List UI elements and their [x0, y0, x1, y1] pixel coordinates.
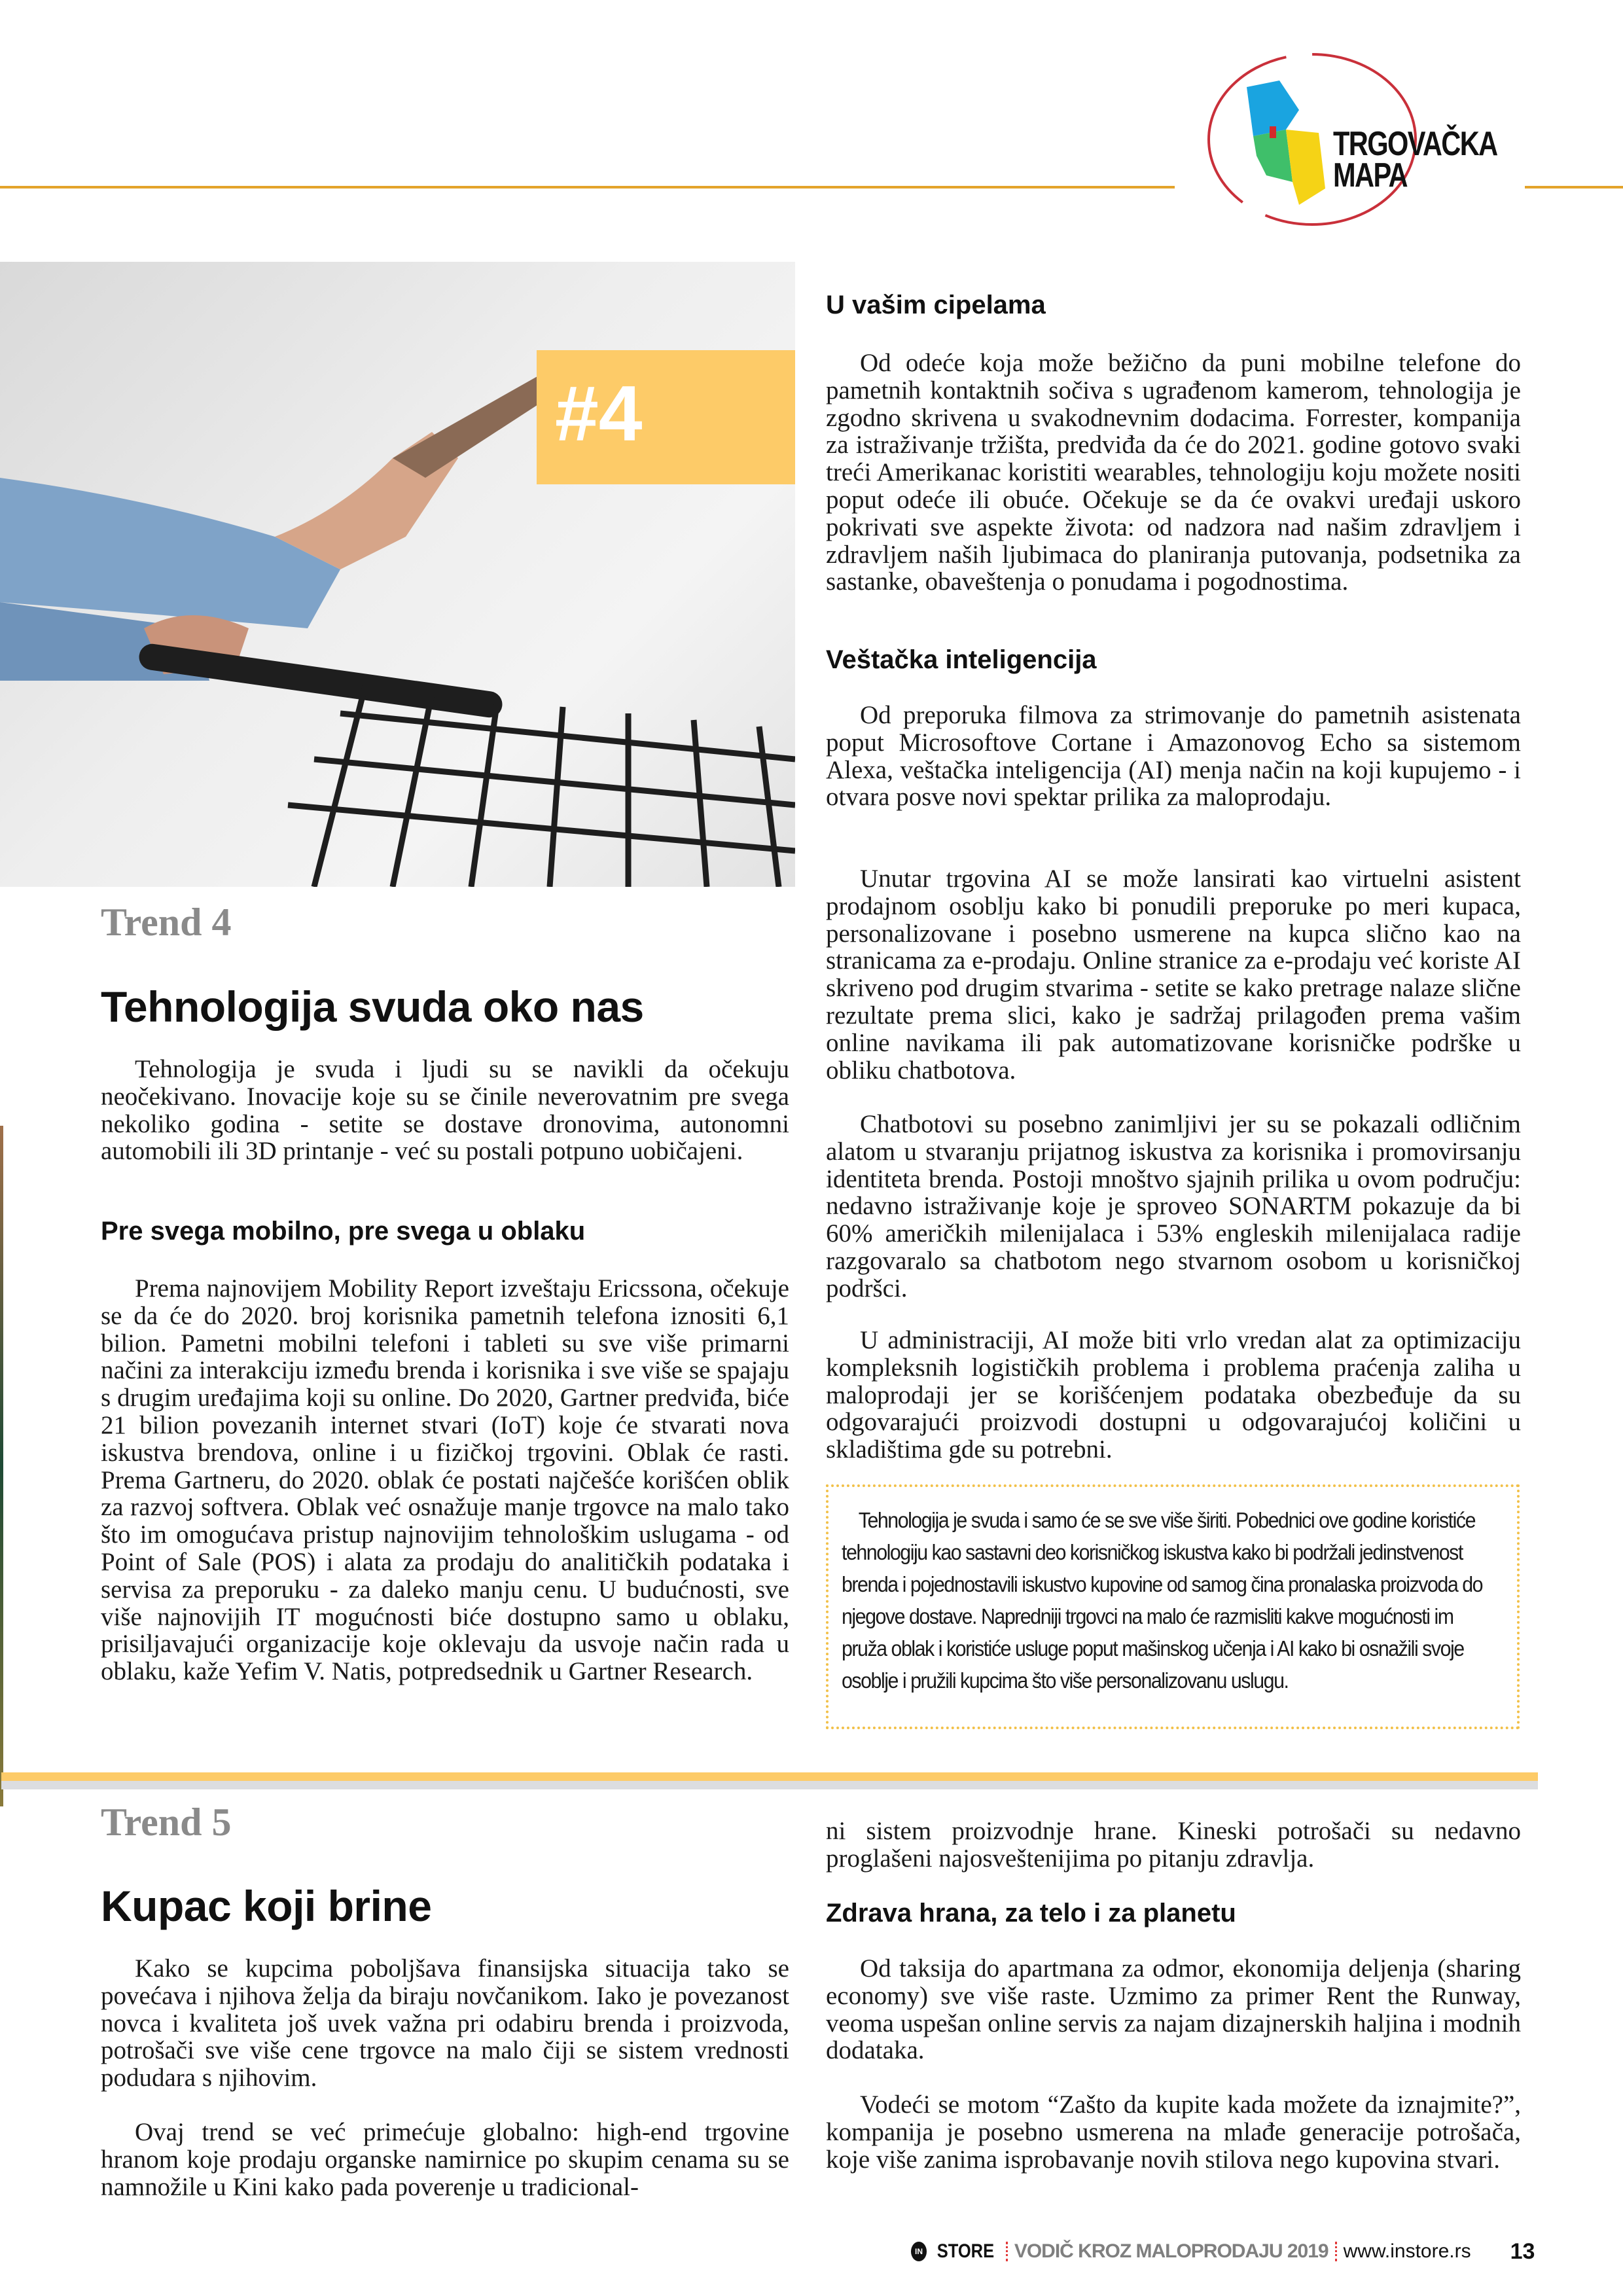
trend-5-body-2-continued: ni sistem proizvodnje hrane. Kineski potrošači su nedavno proglašeni najosveštenijima po pitanju zdravlja.	[826, 1817, 1521, 1873]
trend-5-label: Trend 5	[101, 1801, 232, 1844]
logo-line-2: MAPA	[1333, 156, 1407, 194]
section-body-ai-3: Chatbotovi su posebno zanimljivi jer su se pokazali odličnim alatom u stvaranju prijatnog iskustva za korisnika i promovirsanju identiteta brenda. Postoji mnoštvo sjajnih prilika u ovom području: nedavno istraživanje koje je sproveo SONARTM pokazuje da bi 60% američkih milenijalaca i 53% engleskih milenijalaca radije razgovaralo sa chatbotom nego stvarnom osobom u korisničkoj podršci.	[826, 1110, 1521, 1302]
section-heading-healthy-food: Zdrava hrana, za telo i za planetu	[826, 1899, 1236, 1928]
instore-logo-icon: IN	[911, 2242, 927, 2261]
footer-separator	[1006, 2242, 1008, 2261]
header-rule-left	[0, 186, 1175, 188]
trend-number-badge	[537, 350, 795, 484]
section-body-mobile-cloud: Prema najnovijem Mobility Report izveštaju Ericssona, očekuje se da će do 2020. broj korisnika pametnih telefona iznositi 6,1 bilion. Pametni mobilni telefoni i tableti su sve više primarni načini za interakciju između brenda i korisnika i sve više se spajaju s drugim uređajima koji su online. Do 2020, Gartner predviđa, biće 21 bilion povezanih internet stvari (IoT) koje će stvarati nova iskustva brendova, online i u fizičkoj trgovini. Oblak će rasti. Prema Gartneru, do 2020. oblak će postati najčešće korišćen oblik za razvoj softvera. Oblak već osnažuje manje trgovce na malo tako što im omogućava pristup najnovijim tehnološkim uslugama - od Point of Sale (POS) i alata za prodaju do analitičkih podataka i servisa za preporuku - za daleko manju cenu. U budućnosti, sve više najnovijih IT mogućnosti biće dostupno samo u oblaku, prisiljavajući organizacije koje oklevaju da usvoje način rada u oblaku, kaže Yefim V. Natis, potpredsednik u Gartner Research.	[101, 1274, 789, 1686]
section-divider-yellow	[1, 1772, 1538, 1781]
trend-4-label: Trend 4	[101, 901, 232, 944]
section-heading-wearables: U vašim cipelama	[826, 291, 1046, 319]
footer-brand: STORE	[936, 2240, 995, 2262]
footer-url[interactable]: www.instore.rs	[1343, 2240, 1471, 2262]
hero-photo-shopping-cart	[0, 262, 795, 887]
trend-4-title: Tehnologija svuda oko nas	[101, 982, 644, 1031]
trend-4-intro: Tehnologija je svuda i ljudi su se navikli da očekuju neočekivano. Inovacije koje su se činile neverovatnim pre svega nekoliko godina - setite se dostave dronovima, autonomni automobili ili 3D printanje - već su postali potpuno uobičajeni.	[101, 1055, 789, 1166]
trgovacka-mapa-logo	[1188, 51, 1502, 228]
section-body-healthy-food-1: Od taksija do apartmana za odmor, ekonomija deljenja (sharing economy) sve više raste. Uzmimo za primer Rent the Runway, veoma uspešan online servis za najam dizajnerskih haljina i modnih dodataka.	[826, 1954, 1521, 2065]
page-number: 13	[1510, 2238, 1535, 2264]
section-heading-ai: Veštačka inteligencija	[826, 645, 1097, 674]
section-heading-mobile-cloud: Pre svega mobilno, pre svega u oblaku	[101, 1217, 586, 1246]
trend-5-body-1: Kako se kupcima poboljšava finansijska situacija tako se povećava i njihova želja da biraju novčanikom. Iako je povezanost novca i kvaliteta još uvek važna pri odabiru brenda i proizvoda, potrošači sve više cene trgovce na malo čiji se sistem vrednosti podudara s njihovim.	[101, 1954, 789, 2092]
trend-number: #4	[555, 370, 643, 457]
logo-text	[1333, 125, 1497, 194]
header-rule-right	[1525, 186, 1623, 188]
trend-5-title: Kupac koji brine	[101, 1882, 432, 1930]
logo-line-1: TRGOVAČKA	[1333, 125, 1497, 163]
section-body-ai-4: U administraciji, AI može biti vrlo vredan alat za optimizaciju kompleksnih logističkih problema i problema praćenja zaliha u maloprodaji jer se korišćenjem podataka obezbeđuje da su odgovarajući proizvodi dostupni u odgovarajućoj količini u skladištima gde su potrebni.	[826, 1326, 1521, 1464]
section-body-ai-2: Unutar trgovina AI se može lansirati kao virtuelni asistent prodajnom osoblju kako bi ponudili preporuke po meri kupaca, personalizovane i posebno usmerene na kupca slično kao na stranicama za e-prodaju. Online stranice za e-prodaju već koriste AI skriveno pod drugim stvarima - setite se kako pretrage nalaze slične rezultate prema slici, kako je sadržaj prilagođen prema vašim online navikama ili pak automatizovane korisničke podrške u obliku chatbotova.	[826, 865, 1521, 1085]
section-body-healthy-food-2: Vodeći se motom “Zašto da kupite kada možete da iznajmite?”, kompanija je posebno usmerena na mlađe generacije potrošača, koje više zanima isprobavanje novih stilova nego kupovina stvari.	[826, 2090, 1521, 2174]
section-body-ai-1: Od preporuka filmova za strimovanje do pametnih asistenata poput Microsoftove Cortane i Amazonovog Echo sa sistemom Alexa, veštačka inteligencija (AI) menja način na koji kupujemo - i otvara posve novi spektar prilika za maloprodaju.	[826, 701, 1521, 812]
trend-5-body-2: Ovaj trend se već primećuje globalno: high-end trgovine hranom koje prodaju organske namirnice po skupim cenama su se namnožile u Kini kako pada poverenje u tradicional-	[101, 2118, 789, 2201]
pull-quote-box	[826, 1484, 1520, 1729]
edge-strip	[0, 1126, 3, 1806]
pull-quote-text: Tehnologija je svuda i samo će se sve više širiti. Pobednici ove godine koristiće tehnologiju kao sastavni deo korisničkog iskustva kako bi podržali jedinstvenost brenda i pojednostavili iskustvo kupovine od samog čina pronalaska proizvoda do njegove dostave. Napredniji trgovci na malo će razmisliti kakve mogućnosti im pruža oblak i koristiće usluge poput mašinskog učenja i AI kako bi osnažili svoje osoblje i pružili kupcima što više personalizovanu uslugu.	[842, 1508, 1483, 1693]
section-divider-gray	[1, 1781, 1538, 1789]
footer-publication: VODIČ KROZ MALOPRODAJU 2019	[1014, 2240, 1329, 2262]
footer-separator	[1335, 2242, 1337, 2261]
page-footer	[911, 2238, 1535, 2265]
section-body-wearables: Od odeće koja može bežično da puni mobilne telefone do pametnih kontaktnih sočiva s ugrađenom kamerom, tehnologija je zgodno skrivena u svakodnevnim dodacima. Forrester, kompanija za istraživanje tržišta, predviđa da će do 2021. godine gotovo svaki treći Amerikanac koristiti wearables, tehnologiju koju možete nositi poput odeće ili obuće. Očekuje se da će ovakvi uređaji uskoro pokrivati sve aspekte života: od nadzora nad našim zdravljem i zdravljem naših ljubimaca do planiranja putovanja, podsetnika za sastanke, obaveštenja o ponudama i pogodnostima.	[826, 349, 1521, 596]
